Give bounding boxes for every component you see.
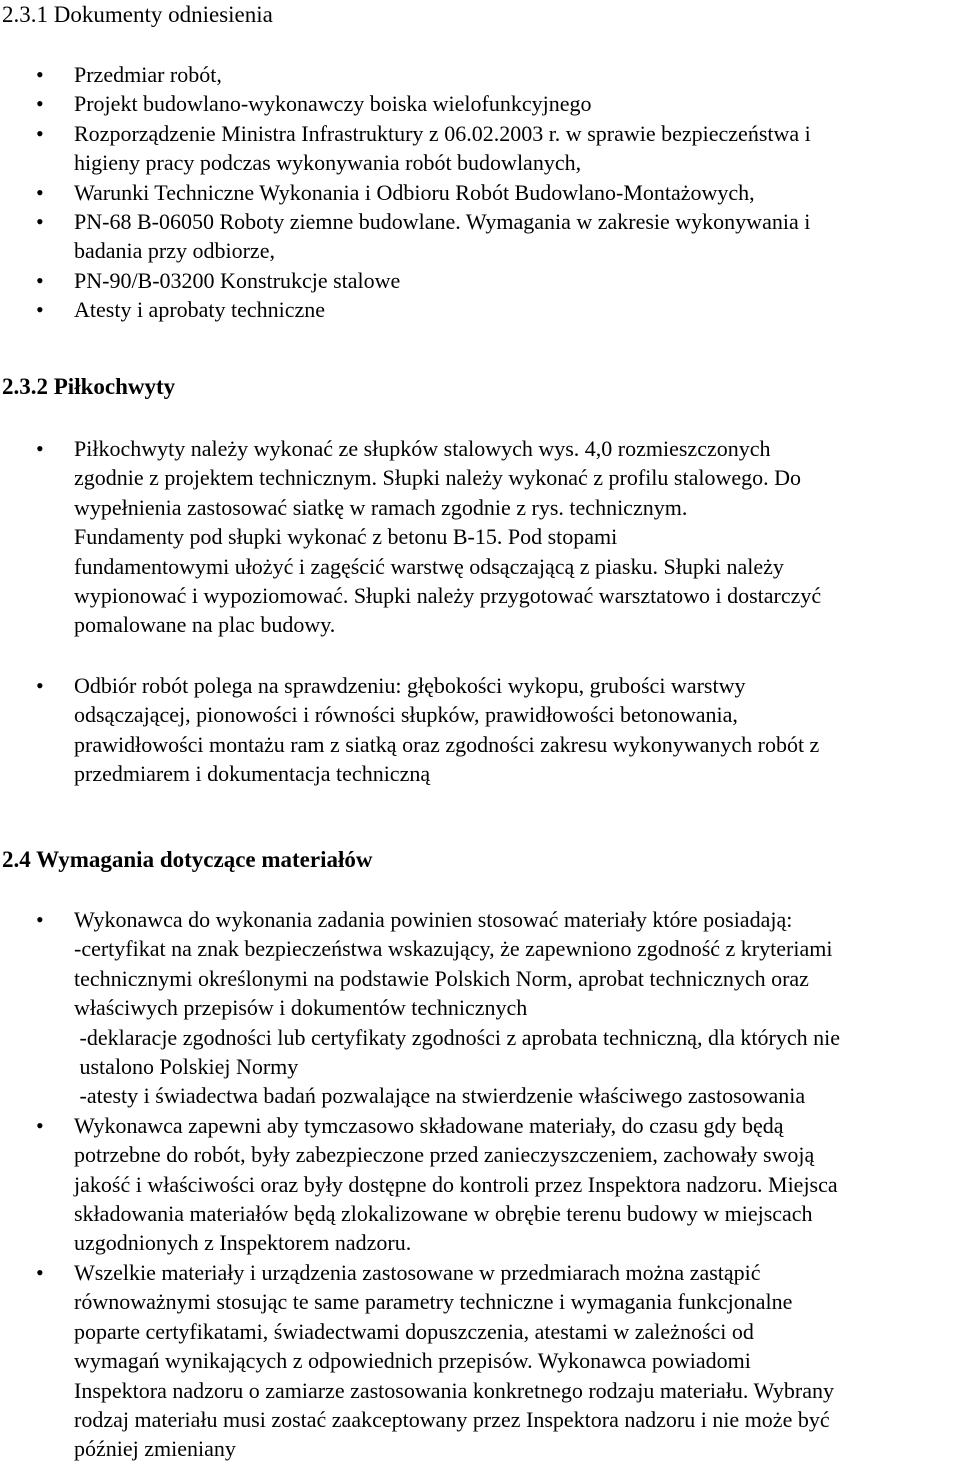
- list-item: [0, 295, 960, 324]
- text-line: Inspektora nadzoru o zamiarze zastosowania konkretnego rodzaju materiału. Wybrany: [74, 1377, 835, 1403]
- bullet-icon: •: [36, 1259, 44, 1285]
- list-item: [0, 119, 960, 178]
- text-line: Wykonawca zapewni aby tymczasowo składowane materiały, do czasu gdy będą: [74, 1112, 784, 1138]
- text-line: Projekt budowlano-wykonawczy boiska wielofunkcyjnego: [74, 91, 592, 117]
- text-line: PN-90/B-03200 Konstrukcje stalowe: [74, 267, 401, 293]
- text-line: wypionować i wypoziomować. Słupki należy przygotować warsztatowo i dostarczyć: [74, 583, 822, 609]
- text-line: Warunki Techniczne Wykonania i Odbioru Robót Budowlano-Montażowych,: [74, 179, 755, 205]
- materials-requirements-list: [0, 905, 960, 1464]
- bullet-icon: •: [36, 267, 44, 293]
- text-line: Przedmiar robót,: [74, 62, 222, 87]
- text-line: właściwych przepisów i dokumentów technicznych: [74, 995, 528, 1021]
- text-line: Wszelkie materiały i urządzenia zastosowane w przedmiarach można zastąpić: [74, 1259, 761, 1285]
- text-line: uzgodnionych z Inspektorem nadzoru.: [74, 1230, 412, 1256]
- text-line: ustalono Polskiej Normy: [74, 1054, 299, 1080]
- bullet-icon: •: [36, 120, 44, 146]
- text-line: jakość i właściwości oraz były dostępne do kontroli przez Inspektora nadzoru. Miejsca: [74, 1171, 838, 1197]
- text-line: Wykonawca do wykonania zadania powinien stosować materiały które posiadają:: [74, 907, 793, 932]
- bullet-icon: •: [36, 1112, 44, 1138]
- section-heading-2-3-2: 2.3.2 Piłkochwyty: [2, 374, 176, 399]
- list-item: [0, 89, 960, 118]
- text-line: -deklaracje zgodności lub certyfikaty zgodności z aprobata techniczną, dla których nie: [74, 1024, 841, 1050]
- text-line: -certyfikat na znak bezpieczeństwa wskazujący, że zapewniono zgodność z kryteriami: [74, 936, 833, 962]
- text-line: -atesty i świadectwa badań pozwalające na stwierdzenie właściwego zastosowania: [74, 1083, 806, 1109]
- list-item: [0, 207, 960, 266]
- text-line: badania przy odbiorze,: [74, 238, 275, 264]
- text-line: przedmiarem i dokumentacja techniczną: [74, 761, 431, 787]
- text-line: Atesty i aprobaty techniczne: [74, 297, 326, 323]
- bullet-icon: •: [36, 62, 44, 87]
- list-item: [0, 671, 960, 789]
- bullet-icon: •: [36, 179, 44, 205]
- text-line: poparte certyfikatami, świadectwami dopuszczenia, atestami w zależności od: [74, 1318, 754, 1344]
- bullet-icon: •: [36, 297, 44, 323]
- text-line: potrzebne do robót, były zabezpieczone przed zanieczyszczeniem, zachowały swoją: [74, 1142, 815, 1168]
- list-item: [0, 1258, 960, 1464]
- text-line: później zmieniany: [74, 1436, 236, 1462]
- list-item: [0, 905, 960, 1111]
- text-line: technicznymi określonymi na podstawie Polskich Norm, aprobat technicznych oraz: [74, 965, 809, 991]
- text-line: PN-68 B-06050 Roboty ziemne budowlane. Wymagania w zakresie wykonywania i: [74, 209, 811, 235]
- text-line: Rozporządzenie Ministra Infrastruktury z 06.02.2003 r. w sprawie bezpieczeństwa i: [74, 120, 811, 146]
- acceptance-list: [0, 671, 960, 789]
- section-heading-2-3-1: 2.3.1 Dokumenty odniesienia: [2, 2, 273, 27]
- reference-documents-list: [0, 60, 960, 325]
- bullet-icon: •: [36, 673, 44, 698]
- text-line: prawidłowości montażu ram z siatką oraz zgodności zakresu wykonywanych robót z: [74, 731, 820, 757]
- text-line: Odbiór robót polega na sprawdzeniu: głębokości wykopu, grubości warstwy: [74, 673, 746, 698]
- text-line: zgodnie z projektem technicznym. Słupki należy wykonać z profilu stalowego. Do: [74, 465, 802, 491]
- bullet-icon: •: [36, 209, 44, 235]
- text-line: pomalowane na plac budowy.: [74, 612, 336, 638]
- text-line: fundamentowymi ułożyć i zagęścić warstwę odsączającą z piasku. Słupki należy: [74, 553, 784, 579]
- list-item: [0, 60, 960, 89]
- text-line: higieny pracy podczas wykonywania robót budowlanych,: [74, 150, 582, 176]
- bullet-icon: •: [36, 91, 44, 117]
- text-line: wymagań wynikających z odpowiednich przepisów. Wykonawca powiadomi: [74, 1348, 751, 1374]
- bullet-icon: •: [36, 907, 44, 932]
- bullet-icon: •: [36, 436, 44, 461]
- list-item: [0, 178, 960, 207]
- text-line: składowania materiałów będą zlokalizowane w obrębie terenu budowy w miejscach: [74, 1201, 813, 1227]
- text-line: rodzaj materiału musi zostać zaakceptowany przez Inspektora nadzoru i nie może być: [74, 1406, 830, 1432]
- list-item: [0, 434, 960, 640]
- text-line: odsączającej, pionowości i równości słupków, prawidłowości betonowania,: [74, 702, 738, 728]
- section-heading-2-4: 2.4 Wymagania dotyczące materiałów: [2, 847, 373, 872]
- text-line: Fundamenty pod słupki wykonać z betonu B-15. Pod stopami: [74, 524, 618, 550]
- text-line: równoważnymi stosując te same parametry techniczne i wymagania funkcjonalne: [74, 1289, 793, 1315]
- text-line: Piłkochwyty należy wykonać ze słupków stalowych wys. 4,0 rozmieszczonych: [74, 436, 771, 461]
- goal-nets-list: [0, 434, 960, 640]
- list-item: [0, 266, 960, 295]
- list-item: [0, 1111, 960, 1258]
- text-line: wypełnienia zastosować siatkę w ramach zgodnie z rys. technicznym.: [74, 494, 688, 520]
